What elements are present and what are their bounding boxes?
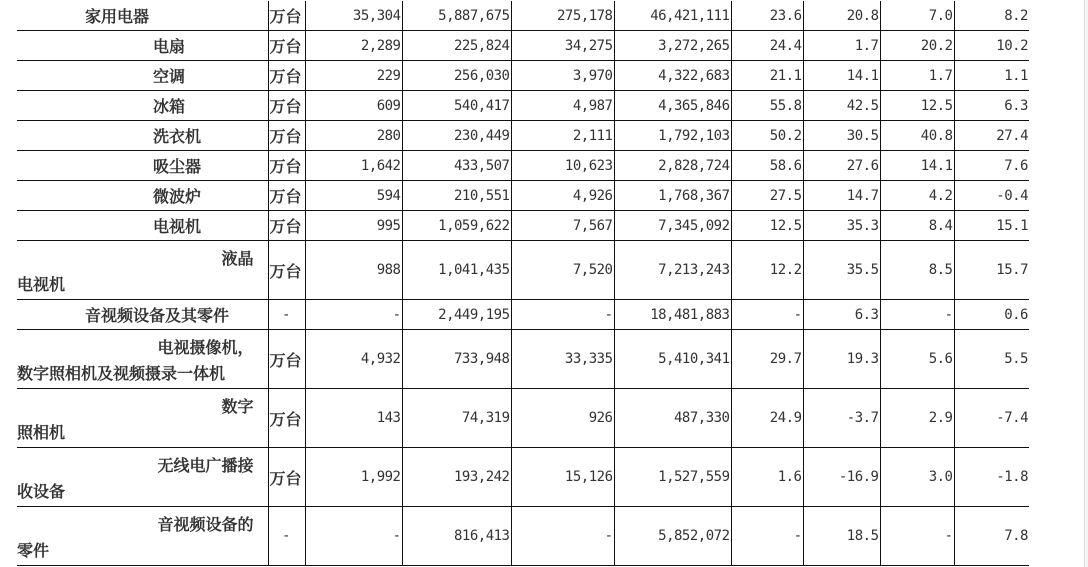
table-row: [17, 151, 1029, 181]
row-label: 洗衣机: [17, 121, 268, 151]
value-cell: -16.9: [803, 448, 880, 507]
table-row: [17, 241, 1029, 300]
value-cell: 23.6: [731, 1, 803, 31]
table-row: [17, 181, 1029, 211]
value-cell: 1.6: [731, 448, 803, 507]
value-cell: 34,275: [511, 31, 614, 61]
value-cell: 19.3: [803, 330, 880, 389]
value-cell: -: [731, 507, 803, 566]
value-cell: 256,030: [402, 61, 511, 91]
value-cell: 594: [305, 181, 402, 211]
table-row: [17, 61, 1029, 91]
value-cell: 55.8: [731, 91, 803, 121]
value-cell: 5,887,675: [402, 1, 511, 31]
value-cell: 230,449: [402, 121, 511, 151]
value-cell: 988: [305, 241, 402, 300]
value-cell: 7.0: [880, 1, 954, 31]
table-row: [17, 389, 1029, 448]
unit-cell: 万台: [268, 181, 305, 211]
value-cell: 24.9: [731, 389, 803, 448]
unit-cell: 万台: [268, 151, 305, 181]
value-cell: 4.2: [880, 181, 954, 211]
row-label-line2: 照相机: [17, 423, 66, 442]
value-cell: 27.5: [731, 181, 803, 211]
value-cell: 35,304: [305, 1, 402, 31]
table-row: [17, 330, 1029, 389]
value-cell: 10,623: [511, 151, 614, 181]
value-cell: 2,449,195: [402, 300, 511, 330]
table-row: [17, 448, 1029, 507]
row-label-line2: 电视机: [17, 275, 66, 294]
value-cell: 926: [511, 389, 614, 448]
table-row: [17, 300, 1029, 330]
table-row: [17, 211, 1029, 241]
value-cell: 12.2: [731, 241, 803, 300]
unit-cell: 万台: [268, 330, 305, 389]
value-cell: 1,041,435: [402, 241, 511, 300]
value-cell: 46,421,111: [614, 1, 731, 31]
value-cell: 5,410,341: [614, 330, 731, 389]
value-cell: 7.8: [954, 507, 1029, 566]
value-cell: 5,852,072: [614, 507, 731, 566]
table-row: [17, 507, 1029, 566]
unit-cell: 万台: [268, 121, 305, 151]
row-label: 微波炉: [17, 181, 268, 211]
value-cell: 24.4: [731, 31, 803, 61]
value-cell: 58.6: [731, 151, 803, 181]
value-cell: 7,520: [511, 241, 614, 300]
value-cell: 1,059,622: [402, 211, 511, 241]
value-cell: 29.7: [731, 330, 803, 389]
value-cell: 14.7: [803, 181, 880, 211]
row-label: [17, 448, 268, 507]
value-cell: 4,932: [305, 330, 402, 389]
row-label: [17, 389, 268, 448]
value-cell: 3.0: [880, 448, 954, 507]
value-cell: 21.1: [731, 61, 803, 91]
value-cell: 10.2: [954, 31, 1029, 61]
scrollbar[interactable]: [1084, 0, 1088, 567]
value-cell: 816,413: [402, 507, 511, 566]
value-cell: -7.4: [954, 389, 1029, 448]
row-label: 音视频设备及其零件: [17, 300, 268, 330]
value-cell: 193,242: [402, 448, 511, 507]
value-cell: 33,335: [511, 330, 614, 389]
value-cell: 4,322,683: [614, 61, 731, 91]
row-label-line1: 数字: [221, 397, 254, 416]
value-cell: 1.7: [803, 31, 880, 61]
value-cell: 12.5: [731, 211, 803, 241]
value-cell: 40.8: [880, 121, 954, 151]
value-cell: 50.2: [731, 121, 803, 151]
value-cell: 8.2: [954, 1, 1029, 31]
value-cell: 229: [305, 61, 402, 91]
value-cell: 1,527,559: [614, 448, 731, 507]
value-cell: 225,824: [402, 31, 511, 61]
value-cell: 7,567: [511, 211, 614, 241]
value-cell: 275,178: [511, 1, 614, 31]
value-cell: 2,828,724: [614, 151, 731, 181]
trade-data-table: [17, 1, 1029, 566]
value-cell: 7,345,092: [614, 211, 731, 241]
unit-cell: 万台: [268, 241, 305, 300]
value-cell: 733,948: [402, 330, 511, 389]
value-cell: 2.9: [880, 389, 954, 448]
value-cell: 1,768,367: [614, 181, 731, 211]
row-label: 家用电器: [17, 1, 268, 31]
value-cell: -: [731, 300, 803, 330]
value-cell: 27.6: [803, 151, 880, 181]
row-label-line2: 零件: [17, 541, 50, 560]
row-label: [17, 330, 268, 389]
value-cell: -1.8: [954, 448, 1029, 507]
row-label: 电扇: [17, 31, 268, 61]
value-cell: 18.5: [803, 507, 880, 566]
row-label-line1: 液晶: [221, 249, 254, 268]
value-cell: -: [305, 300, 402, 330]
value-cell: 1,792,103: [614, 121, 731, 151]
value-cell: 1,642: [305, 151, 402, 181]
value-cell: 3,272,265: [614, 31, 731, 61]
unit-cell: 万台: [268, 31, 305, 61]
value-cell: 18,481,883: [614, 300, 731, 330]
value-cell: 2,111: [511, 121, 614, 151]
unit-cell: 万台: [268, 389, 305, 448]
table-row: [17, 91, 1029, 121]
value-cell: 7.6: [954, 151, 1029, 181]
value-cell: 5.6: [880, 330, 954, 389]
unit-cell: 万台: [268, 448, 305, 507]
value-cell: 3,970: [511, 61, 614, 91]
table-row: [17, 121, 1029, 151]
value-cell: 540,417: [402, 91, 511, 121]
value-cell: -: [880, 507, 954, 566]
table-row: [17, 31, 1029, 61]
value-cell: 8.5: [880, 241, 954, 300]
value-cell: 35.3: [803, 211, 880, 241]
value-cell: 8.4: [880, 211, 954, 241]
value-cell: -: [511, 507, 614, 566]
value-cell: 2,289: [305, 31, 402, 61]
unit-cell: 万台: [268, 211, 305, 241]
value-cell: 12.5: [880, 91, 954, 121]
row-label: 电视机: [17, 211, 268, 241]
value-cell: 20.8: [803, 1, 880, 31]
value-cell: 14.1: [880, 151, 954, 181]
value-cell: 7,213,243: [614, 241, 731, 300]
unit-cell: 万台: [268, 61, 305, 91]
value-cell: 74,319: [402, 389, 511, 448]
value-cell: 1,992: [305, 448, 402, 507]
value-cell: 143: [305, 389, 402, 448]
value-cell: 487,330: [614, 389, 731, 448]
value-cell: 609: [305, 91, 402, 121]
value-cell: 995: [305, 211, 402, 241]
row-label: 冰箱: [17, 91, 268, 121]
row-label-line2: 收设备: [17, 482, 66, 501]
unit-cell: 万台: [268, 1, 305, 31]
value-cell: 30.5: [803, 121, 880, 151]
value-cell: 4,926: [511, 181, 614, 211]
value-cell: 280: [305, 121, 402, 151]
row-label: [17, 507, 268, 566]
value-cell: 4,365,846: [614, 91, 731, 121]
value-cell: 15.1: [954, 211, 1029, 241]
value-cell: 433,507: [402, 151, 511, 181]
value-cell: 0.6: [954, 300, 1029, 330]
row-label-line1: 电视摄像机，: [157, 338, 254, 357]
row-label-line1: 音视频设备的: [157, 515, 254, 534]
value-cell: 27.4: [954, 121, 1029, 151]
value-cell: 4,987: [511, 91, 614, 121]
value-cell: 1.1: [954, 61, 1029, 91]
value-cell: -0.4: [954, 181, 1029, 211]
value-cell: 14.1: [803, 61, 880, 91]
value-cell: 5.5: [954, 330, 1029, 389]
value-cell: 20.2: [880, 31, 954, 61]
value-cell: 35.5: [803, 241, 880, 300]
row-label-line2: 数字照相机及视频摄录一体机: [17, 364, 226, 383]
unit-cell: -: [268, 507, 305, 566]
value-cell: 210,551: [402, 181, 511, 211]
value-cell: 15,126: [511, 448, 614, 507]
row-label: 吸尘器: [17, 151, 268, 181]
row-label-line1: 无线电广播接: [157, 456, 254, 475]
value-cell: -: [880, 300, 954, 330]
value-cell: 6.3: [803, 300, 880, 330]
value-cell: 42.5: [803, 91, 880, 121]
value-cell: -: [305, 507, 402, 566]
table-row: [17, 1, 1029, 31]
value-cell: 6.3: [954, 91, 1029, 121]
value-cell: 15.7: [954, 241, 1029, 300]
unit-cell: 万台: [268, 91, 305, 121]
value-cell: -: [511, 300, 614, 330]
unit-cell: -: [268, 300, 305, 330]
value-cell: 1.7: [880, 61, 954, 91]
row-label: 空调: [17, 61, 268, 91]
row-label: [17, 241, 268, 300]
value-cell: -3.7: [803, 389, 880, 448]
